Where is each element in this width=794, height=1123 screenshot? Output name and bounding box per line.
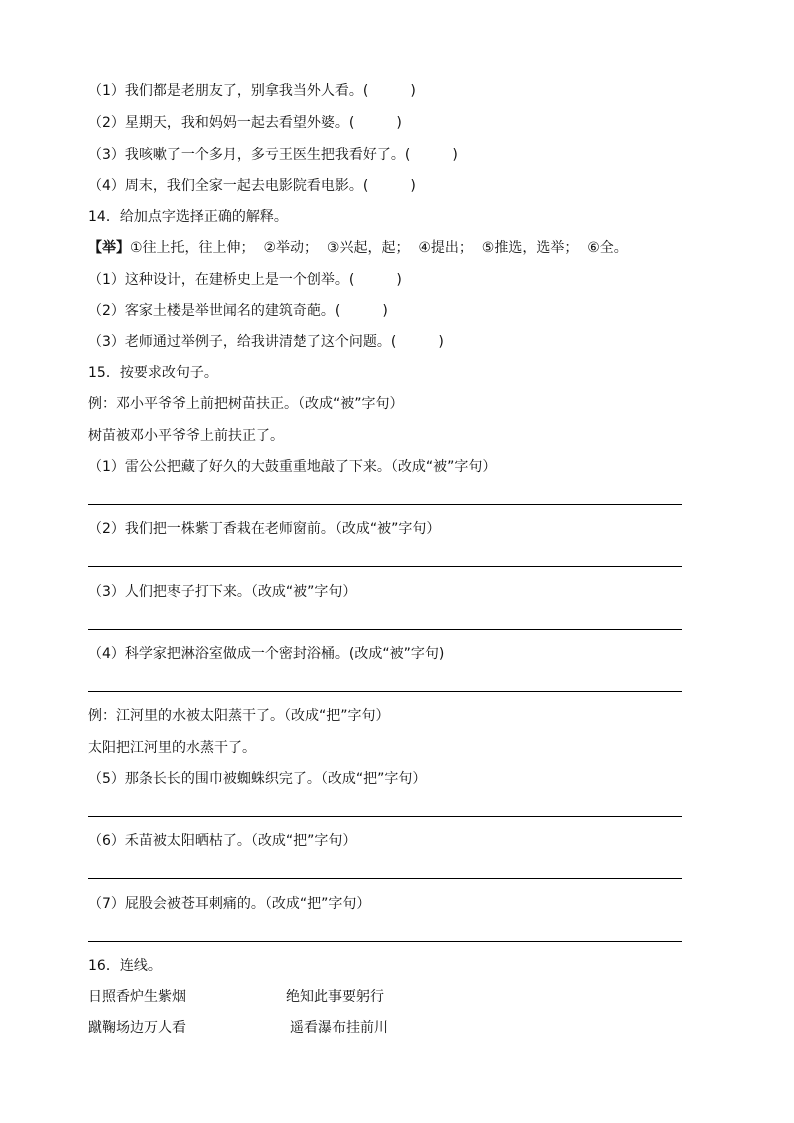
q14-title: 14．给加点字选择正确的解释。 (88, 209, 288, 225)
q15-item-3: （3）人们把枣子打下来。（改成“被”字句） (88, 584, 357, 600)
q15-title: 15．按要求改句子。 (88, 365, 218, 381)
q16-left-2[interactable]: 蹴鞠场边万人看 (88, 1020, 186, 1036)
q16-right-1[interactable]: 绝知此事要躬行 (286, 989, 384, 1005)
q14-item-1: （1）这种设计，在建桥史上是一个创举。( ) (88, 272, 402, 288)
q13-item-2: （2）星期天，我和妈妈一起去看望外婆。( ) (88, 115, 402, 131)
q14-key-label: 【举】 (88, 240, 130, 256)
q16-left-1[interactable]: 日照香炉生紫烟 (88, 989, 186, 1005)
q13-item-1: （1）我们都是老朋友了，别拿我当外人看。( ) (88, 83, 416, 99)
q15-item-6: （6）禾苗被太阳晒枯了。（改成“把”字句） (88, 833, 357, 849)
q13-item-3: （3）我咳嗽了一个多月，多亏王医生把我看好了。( ) (88, 147, 458, 163)
q14-item-3: （3）老师通过举例子，给我讲清楚了这个问题。( ) (88, 334, 444, 350)
q16-title: 16．连线。 (88, 958, 162, 974)
answer-line-4[interactable] (88, 691, 682, 692)
q15-item-4: （4）科学家把淋浴室做成一个密封浴桶。(改成“被”字句) (88, 646, 445, 662)
q15-item-5: （5）那条长长的围巾被蜘蛛织完了。（改成“把”字句） (88, 771, 427, 787)
q13-item-4: （4）周末，我们全家一起去电影院看电影。( ) (88, 178, 416, 194)
q15-example2-question: 例：江河里的水被太阳蒸干了。（改成“把”字句） (88, 708, 390, 724)
answer-line-7[interactable] (88, 941, 682, 942)
q15-example1-question: 例：邓小平爷爷上前把树苗扶正。（改成“被”字句） (88, 396, 404, 412)
q14-item-2: （2）客家土楼是举世闻名的建筑奇葩。( ) (88, 303, 388, 319)
answer-line-5[interactable] (88, 816, 682, 817)
answer-line-2[interactable] (88, 566, 682, 567)
q14-key-options: ①往上托，往上伸； ②举动； ③兴起，起； ④提出； ⑤推选，选举； ⑥全。 (130, 240, 628, 256)
q15-item-1: （1）雷公公把藏了好久的大鼓重重地敲了下来。（改成“被”字句） (88, 459, 497, 475)
q15-item-2: （2）我们把一株紫丁香栽在老师窗前。（改成“被”字句） (88, 521, 441, 537)
q16-right-2[interactable]: 遥看瀑布挂前川 (290, 1020, 388, 1036)
answer-line-3[interactable] (88, 629, 682, 630)
q15-example2-answer: 太阳把江河里的水蒸干了。 (88, 740, 256, 756)
q15-item-7: （7）屁股会被苍耳刺痛的。（改成“把”字句） (88, 896, 371, 912)
answer-line-6[interactable] (88, 878, 682, 879)
answer-line-1[interactable] (88, 504, 682, 505)
q15-example1-answer: 树苗被邓小平爷爷上前扶正了。 (88, 428, 284, 444)
q14-key (88, 239, 628, 257)
